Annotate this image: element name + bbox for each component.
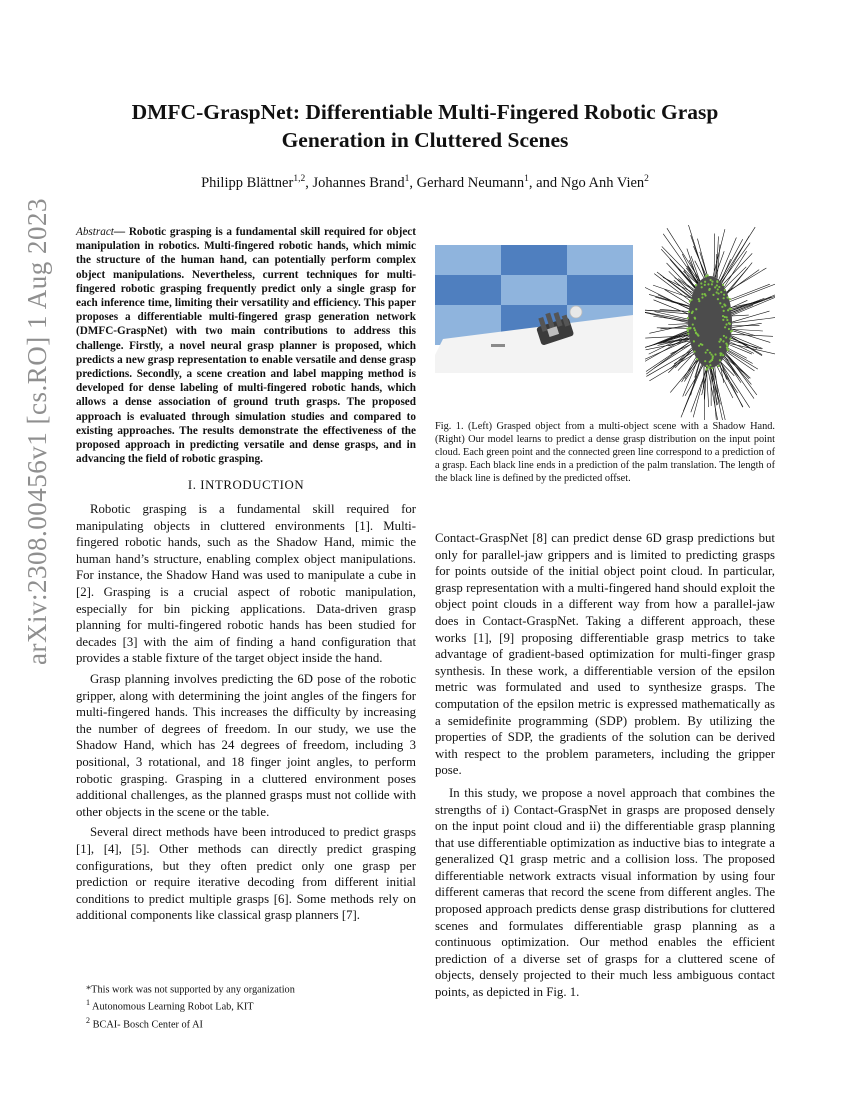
grasp-point	[722, 319, 724, 321]
author-name: Philipp Blättner	[201, 174, 294, 191]
grasp-point	[704, 284, 706, 286]
author-separator: ,	[305, 174, 313, 191]
abstract-label: Abstract	[76, 226, 114, 238]
grasp-point	[693, 340, 695, 342]
author-name: Johannes Brand	[312, 174, 405, 191]
grasp-point	[721, 306, 723, 308]
abstract-text: — Robotic grasping is a fundamental skill required for object manipulation in robotics. Multi-fingered robotic hands, which mimic the structure of the human hand, can potentially perform complex object manipulations. Nevertheless, current techniques for multi-fingered robotic grasping frequently predict only a single grasp for each inference time, limiting their versatility and efficiency. This paper proposes a differentiable multi-fingered grasp generation network (DMFC-GraspNet) with two main contributions to address this challenge. Firstly, a novel neural grasp planner is proposed, which predicts a new grasp representation to enable versatile and dense grasp predictions. Secondly, a scene creation and label mapping method is developed for dense labeling of multi-fingered robotic hands, which allows a dense association of ground truth grasps. The proposed approach is evaluated through simulation studies and compared to existing approaches. The results demonstrate the effectiveness of the proposed approach in predicting versatile and dense grasps, and in advancing the field of robotic grasping.	[76, 226, 416, 466]
grasp-point	[719, 302, 721, 304]
grasp-point	[692, 323, 694, 325]
grasp-point	[704, 360, 706, 362]
author-list	[100, 174, 750, 192]
palm-prediction-line	[645, 311, 688, 320]
grasp-point	[688, 327, 690, 329]
grasp-point	[726, 344, 728, 346]
palm-prediction-line	[726, 353, 757, 395]
grasp-point	[707, 283, 709, 285]
grasp-point	[701, 293, 703, 295]
paragraph: Several direct methods have been introduced to predict grasps [1], [4], [5]. Other methods can directly predict grasping configurations, but they often predict only one grasp per prediction or require iterative decoding from different initial conditions to predict multiple grasps [6]. Some methods rely on additional components like classical grasp planners [7].	[76, 825, 416, 923]
grasp-point	[717, 292, 719, 294]
grasp-point	[718, 286, 720, 288]
grasp-point	[717, 365, 719, 367]
grasp-point	[706, 349, 708, 351]
grasp-point	[722, 340, 724, 342]
grasp-point	[700, 282, 702, 284]
palm-prediction-line	[731, 301, 761, 308]
grasp-point	[709, 364, 711, 366]
paragraph: Grasp planning involves predicting the 6D pose of the robotic gripper, along with determining the joint angles of the fingers for multi-fingered hands. This increases the difficulty by increasing the number of degrees of freedom. In our study, we use the Shadow Hand, which has 24 degrees of freedom, including 3 positional, 3 rotational, and 18 finger joint angles, to perform robotic grasping. Grasping in a cluttered environment poses additional challenges, as the planned grasps must not collide with other objects in the scene or the table.	[76, 671, 416, 819]
footnote: $^1$ Autonomous Learning Robot Lab, KIT	[86, 998, 254, 1013]
grasp-point	[687, 317, 689, 319]
grasp-point	[718, 341, 720, 343]
grasp-point	[709, 352, 711, 354]
author-separator: ,	[409, 174, 417, 191]
grasp-point	[722, 354, 724, 356]
right-column	[435, 530, 775, 1005]
palm-prediction-line	[721, 362, 750, 407]
palm-prediction-line	[720, 227, 755, 281]
grasp-point	[690, 299, 692, 301]
abstract	[76, 225, 416, 466]
grasp-point	[698, 345, 700, 347]
palm-prediction-line	[674, 280, 692, 296]
grasp-point	[720, 354, 722, 356]
grasp-point	[727, 309, 729, 311]
palm-prediction-line	[732, 316, 775, 323]
palm-prediction-line	[646, 350, 692, 377]
grasp-point	[723, 310, 725, 312]
grasp-point	[725, 336, 727, 338]
palm-prediction-line	[655, 297, 689, 307]
figure-1	[435, 225, 775, 420]
grasp-point	[704, 281, 706, 283]
grasp-point	[695, 308, 697, 310]
grasp-distribution-point-cloud	[645, 225, 775, 420]
grasp-point	[723, 294, 725, 296]
author-name: Gerhard Neumann	[416, 174, 525, 191]
author-name: Ngo Anh Vien	[560, 174, 645, 191]
grasp-point	[708, 289, 710, 291]
footnotes	[76, 979, 416, 1031]
grasp-point	[720, 339, 722, 341]
footnote: $^2$ BCAI- Bosch Center of AI	[86, 1015, 203, 1031]
footnote: *This work was not supported by any organization	[86, 984, 295, 996]
grasp-point	[722, 284, 724, 286]
grasped-object-scene-image	[435, 245, 633, 410]
palm-prediction-line	[649, 330, 688, 346]
author-separator: , and	[528, 174, 561, 191]
paragraph: Contact-GraspNet [8] can predict dense 6D grasp predictions but only for parallel-jaw grippers and is limited to predicting grasps for points outside of the initial object point cloud. In particular, grasp representation with a multi-fingered hand should exploit the object point clouds in a different way from how a parallel-jaw does in Contact-GraspNet. Taking a different approach, these works [1], [9] proposing differentiable grasp metrics to take advantage of gradient-based optimization for multi-finger grasp synthesis. In these work, a differentiable version of the epsilon metric was formulated and used to synthesize grasps. The computation of the epsilon metric is expressed mathematically as a semidefinite programming (SDP) problem. By utilizing the properties of SDP, the gradients of the solution can be derived with respect to the problem parameters, including the gripper pose.	[435, 531, 775, 778]
palm-prediction-line	[655, 312, 689, 320]
palm-prediction-line	[649, 325, 688, 334]
paper-title: DMFC-GraspNet: Differentiable Multi-Fingered Robotic Grasp Generation in Cluttered Scenes	[131, 100, 719, 152]
grasp-point	[689, 300, 691, 302]
palm-prediction-line	[724, 357, 742, 372]
grasp-point	[711, 367, 713, 369]
grasp-point	[712, 294, 714, 296]
grasp-point	[729, 338, 731, 340]
grasp-point	[694, 329, 696, 331]
grasp-point	[697, 335, 699, 337]
grasp-point	[719, 359, 721, 361]
grasp-point	[695, 284, 697, 286]
grasp-point	[696, 358, 698, 360]
grasp-point	[723, 303, 725, 305]
grasp-point	[723, 335, 725, 337]
grasp-point	[722, 315, 724, 317]
grasp-point	[691, 312, 693, 314]
grasp-point	[710, 279, 712, 281]
grasp-point	[698, 298, 700, 300]
grasp-point	[726, 319, 728, 321]
figure-caption: Fig. 1. (Left) Grasped object from a multi-object scene with a Shadow Hand. (Right) Our model learns to predict a dense grasp distribution on the input point cloud. Each green point and the connected green line correspond to a prediction of a grasp. Each black line ends in a prediction of the palm translation. The length of the black line is defined by the predicted offset.	[435, 421, 775, 484]
grasp-point	[700, 343, 702, 345]
grasp-point	[720, 291, 722, 293]
grasp-point	[726, 316, 728, 318]
left-column	[76, 225, 416, 928]
grasp-point	[711, 280, 713, 282]
grasp-point	[694, 317, 696, 319]
grasp-point	[731, 330, 733, 332]
author-affiliation: 1	[524, 174, 529, 184]
grasp-point	[688, 311, 690, 313]
grasp-point	[709, 361, 711, 363]
grasp-point	[687, 330, 689, 332]
grasp-point	[705, 351, 707, 353]
grasp-point	[701, 286, 703, 288]
grasp-point	[716, 284, 718, 286]
palm-prediction-line	[671, 348, 692, 369]
palm-prediction-line	[722, 236, 749, 283]
author-affiliation: 1,2	[293, 174, 306, 184]
grasp-point	[723, 297, 725, 299]
palm-prediction-line	[667, 228, 700, 281]
grasp-point	[725, 323, 727, 325]
grasp-point	[729, 323, 731, 325]
grasp-point	[712, 357, 714, 359]
grasp-point	[711, 359, 713, 361]
grasp-point	[717, 288, 719, 290]
grasp-point	[724, 289, 726, 291]
grasp-point	[708, 366, 710, 368]
section-heading-introduction: I. INTRODUCTION	[187, 478, 305, 493]
grasp-point	[716, 281, 718, 283]
grasp-point	[729, 298, 731, 300]
palm-prediction-line	[668, 324, 688, 325]
grasp-point	[698, 300, 700, 302]
arxiv-identifier: arXiv:2308.00456v1 [cs.RO] 1 Aug 2023	[22, 198, 52, 665]
grasp-point	[706, 365, 708, 367]
grasp-point	[714, 353, 716, 355]
grasp-point	[728, 328, 730, 330]
palm-prediction-line	[654, 331, 688, 345]
paragraph: Robotic grasping is a fundamental skill required for manipulating objects in cluttered environments [1]. Multi-fingered robotic hands, such as the Shadow Hand, mimic the human hand’s structure, enabling complex object manipulations. For instance, the Shadow Hand was used to manipulate a cube in [2]. Grasping is a crucial aspect of robotic manipulation, especially for bin picking applications. Data-driven grasp planning for multi-fingered robotic hands has been studied for decades [3] with the aim of finding a hand configuration that provides a stable fixture of the target object inside the hand.	[76, 502, 416, 666]
palm-prediction-line	[732, 315, 749, 316]
author-affiliation: 2	[644, 174, 649, 184]
author-affiliation: 1	[404, 174, 410, 184]
grasp-point	[705, 275, 707, 277]
grasp-point	[693, 350, 695, 352]
grasp-point	[727, 349, 729, 351]
grasp-point	[724, 326, 726, 328]
grasp-point	[716, 291, 718, 293]
grasp-point	[701, 296, 703, 298]
palm-prediction-line	[732, 325, 760, 326]
grasp-point	[706, 368, 708, 370]
grasp-point	[717, 298, 719, 300]
grasp-point	[710, 353, 712, 355]
grasp-point	[730, 308, 732, 310]
grasp-point	[687, 333, 689, 335]
grasp-point	[711, 283, 713, 285]
palm-prediction-line	[720, 239, 743, 281]
grasp-point	[693, 327, 695, 329]
grasp-point	[704, 294, 706, 296]
grasp-point	[726, 296, 728, 298]
paragraph: In this study, we propose a novel approach that combines the strengths of i) Contact-GraspNet in grasps are proposed densely on the input point cloud and ii) the differentiable grasp planning that use differentiable optimization as inductive bias to integrate a generalized Q1 grasp metric and a collision loss. The proposed differentiable network extracts visual information by using four different cameras that record the scene from different angles. The proposed approach predicts dense grasp distributions for cluttered scenes and formulates differentiable grasp planning as a continuous optimization. Our method enables the efficient prediction of a diverse set of grasps for a cluttered scene of objects, densely projected to their much less ambiguous contact points, as depicted in Fig. 1.	[435, 785, 775, 1000]
palm-prediction-line	[706, 367, 708, 407]
grasp-point	[719, 346, 721, 348]
grasp-point	[714, 286, 716, 288]
